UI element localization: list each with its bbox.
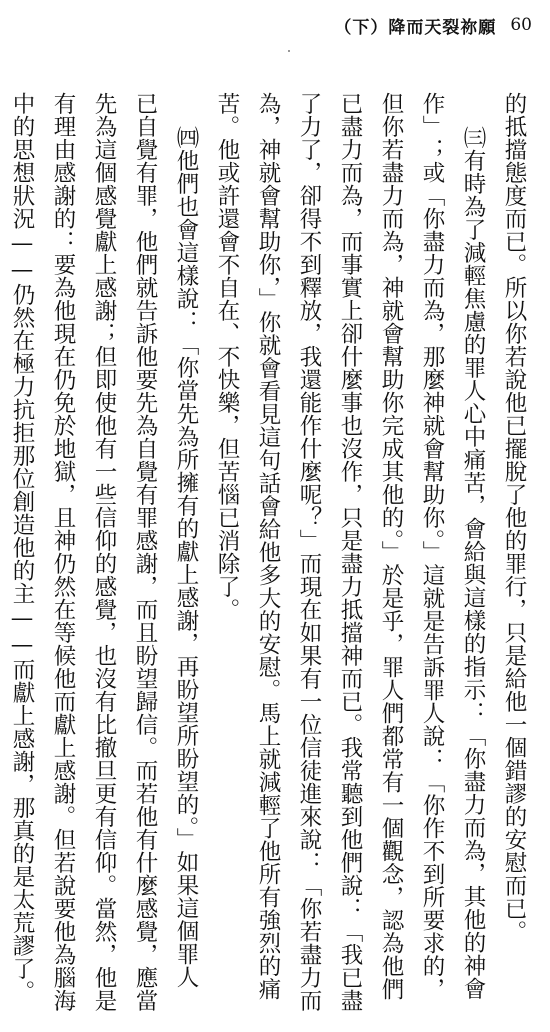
text-column-2: ㈢有時為了減輕焦慮的罪人心中痛苦，會給與這樣的指示：「你盡力而為，其他的神會 [460, 126, 486, 1000]
page-header [334, 12, 532, 38]
text-column-5: 已盡力而為，而事實上卻什麼事也沒作，只是盡力抵擋神而已。我常聽到他們說：「我已盡 [337, 92, 363, 1012]
text-column-9: ㈣他們也會這樣說：「你當先為所擁有的獻上感謝，再盼望所盼望的。」如果這個罪人 [173, 126, 199, 989]
page-number: 60 [510, 15, 532, 35]
text-column-13: 中的思想狀況——仍然在極力抗拒那位創造他的主——而獻上感謝，那真的是太荒謬了。 [9, 92, 35, 1003]
body-text [1, 92, 534, 1022]
text-column-11: 先為這個感覺獻上感謝；但即使他有一些信仰的感覺，也沒有比撤旦更有信仰。當然，他是 [91, 92, 117, 1012]
print-speck [288, 50, 290, 52]
text-column-3: 作」；或「你盡力而為，那麼神就會幫助你。」這就是告訴罪人說：「你作不到所要求的， [419, 92, 445, 1001]
text-column-4: 但你若盡力而為，神就會幫助你完成其他的。」於是乎，罪人們都常有一個觀念，認為他們 [378, 92, 404, 1001]
text-column-12: 有理由感謝的：要為他現在仍免於地獄，且神仍然在等候他而獻上感謝。但若說要他為腦海 [50, 92, 76, 1012]
text-column-10: 已自覺有罪，他們就告訴他要先為自覺有罪感謝，而且盼望歸信。而若他有什麼感覺，應當 [132, 92, 158, 1012]
text-column-7: 為，神就會幫助你，」你就會看見這句話會給他多大的安慰。馬上就減輕了他所有強烈的痛 [255, 92, 281, 1001]
running-title: （下）降而天裂祢願 [334, 17, 497, 38]
text-column-6: 了力了，卻得不到釋放，我還能作什麼呢？」而現在如果有一位信徒進來說：「你若盡力而 [296, 92, 322, 1012]
text-column-8: 苦。他或許還會不自在、不快樂，但苦惱已消除了。 [214, 92, 240, 621]
text-column-1: 的抵擋態度而已。所以你若說他已擺脫了他的罪行，只是給他一個錯謬的安慰而已。 [501, 92, 527, 943]
